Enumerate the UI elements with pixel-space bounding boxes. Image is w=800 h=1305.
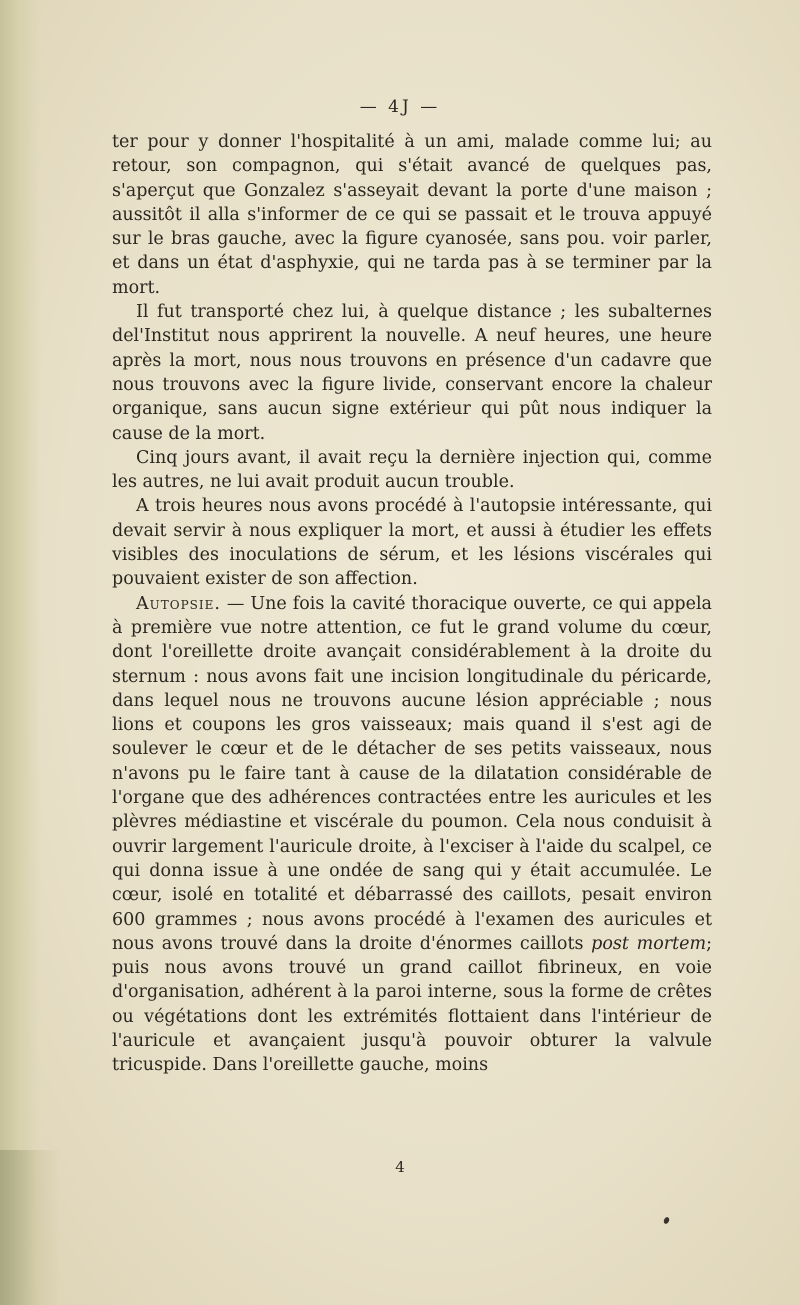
paragraph-injection: Cinq jours avant, il avait reçu la dernière injection qui, comme les autres, ne lui avait produit aucun trouble.	[112, 447, 712, 493]
paragraph-autopsy	[112, 592, 712, 1078]
autopsy-text-part2: ; puis nous avons trouvé un grand caillot fibrineux, en voie d'organisation, adhérent à la paroi interne, sous la forme de crêtes ou végétations dont les extrémités flottaient dans l'intérieur de l'auricule et avançaient jusqu'à pouvoir obturer la valvule tricuspide. Dans l'oreillette gauche, moins	[112, 933, 712, 1076]
paragraph-autopsy-time: A trois heures nous avons procédé à l'autopsie intéressante, qui devait servir à nous expliquer la mort, et aussi à étudier les effets visibles des inoculations de sérum, et les lésions viscérales qui pouvaient exister de son affection.	[112, 496, 712, 590]
autopsy-text-part1: — Une fois la cavité thoracique ouverte, ce qui appela à première vue notre attention, ce fut le grand volume du cœur, dont l'oreillette droite avançait considérablement à la droite du sternum : nous avons fait une incision longitudinale du péricarde, dans lequel nous ne trouvons aucune lésion appréciable ; nous lions et coupons les gros vaisseaux; mais quand il s'est agi de soulever le cœur et de le détacher de ses petits vaisseaux, nous n'avons pu le faire tant à cause de la dilatation considérable de l'organe que des adhérences contractées entre les auricules et les plèvres médiastine et viscérale du poumon. Cela nous conduisit à ouvrir largement l'auricule droite, à l'exciser à l'aide du scalpel, ce qui donna issue à une ondée de sang qui y était accumulée. Le cœur, isolé en totalité et débarrassé des caillots, pesait environ 600 grammes ; nous avons procédé à l'examen des auricules et nous avons trouvé dans la droite d'énormes caillots	[112, 593, 712, 954]
ink-speck	[663, 1216, 670, 1224]
autopsy-heading: Autopsie.	[136, 593, 221, 614]
autopsy-italic-term: post mortem	[591, 933, 707, 954]
signature-mark: 4	[395, 1158, 405, 1176]
body-text	[112, 130, 712, 1078]
page-edge-shadow	[0, 0, 40, 1305]
paragraph-continuation: ter pour y donner l'hospitalité à un ami, malade comme lui; au retour, son compagnon, qui s'était avancé de quelques pas, s'aperçut que Gonzalez s'asseyait devant la porte d'une maison ; aussitôt il alla s'informer de ce qui se passait et le trouva appuyé sur le bras gauche, avec la figure cyanosée, sans pou. voir parler, et dans un état d'asphyxie, qui ne tarda pas à se terminer par la mort.	[112, 132, 712, 298]
paragraph-transport: Il fut transporté chez lui, à quelque distance ; les subalternes del'Institut nous apprirent la nouvelle. A neuf heures, une heure après la mort, nous nous trouvons en présence d'un cadavre que nous trouvons avec la figure livide, conservant encore la chaleur organique, sans aucun signe extérieur qui pût nous indiquer la cause de la mort.	[112, 302, 712, 444]
page-number-header: — 4J —	[359, 97, 441, 117]
